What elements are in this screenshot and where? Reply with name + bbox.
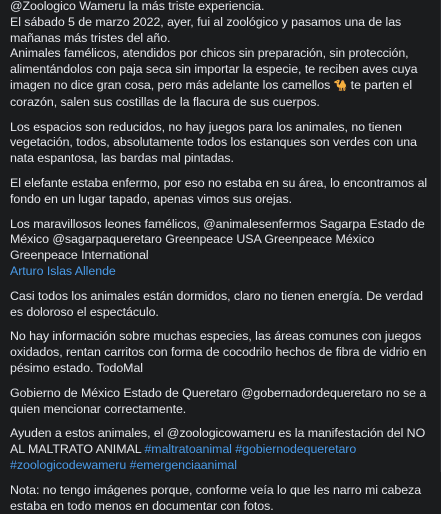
hashtag-link-gobiernodequeretaro[interactable]: #gobiernodequeretaro <box>235 442 357 457</box>
hashtag-link-zoologicodewameru[interactable]: #zoologicodewameru <box>10 457 127 472</box>
post-paragraph-note: Nota: no tengo imágenes porque, conforme veía lo que les narro mi cabeza estaba en todo menos en documentar con fotos. <box>10 482 422 513</box>
mention-link-arturo[interactable]: Arturo Islas Allende <box>10 263 116 278</box>
post-paragraph-intro <box>10 0 431 46</box>
post-title-line: @Zoologico Wameru la más triste experiencia. <box>10 0 265 13</box>
post-paragraph-info: No hay información sobre muchas especies, las áreas comunes con juegos oxidados, rentan carritos con forma de cocodrilo hechos de fibra de vidrio en pésimo estado. TodoMal <box>10 329 427 375</box>
post-paragraph-elephant: El elefante estaba enfermo, por eso no estaba en su área, lo encontramos al fondo en un lugar tapado, apenas vimos sus orejas. <box>10 175 428 206</box>
post-paragraph-lions-text: Los maravillosos leones famélicos, @animalesenfermos Sagarpa Estado de México @sagarpaqueretaro Greenpeace USA Greenpeace México Greenpeace International <box>10 216 425 263</box>
hashtag-link-maltratoanimal[interactable]: #maltratoanimal <box>144 442 232 457</box>
camel-icon: 🐪 <box>333 79 348 92</box>
post-paragraph-animals-tail: te parten el corazón, salen sus costillas de la flacura de sus cuerpos. <box>10 77 413 109</box>
post-paragraph-help-text: Ayuden a estos animales, el @zoologicowameru es la manifestación del NO AL MALTRATO ANIMAL <box>10 426 426 457</box>
post-paragraph-help <box>10 426 431 473</box>
post-paragraph-spaces: Los espacios son reducidos, no hay juegos para los animales, no tienen vegetación, todos, absolutamente todos los estanques son verdes con una nata espantosa, las bardas mal pintadas. <box>10 119 417 166</box>
post-paragraph-sleeping: Casi todos los animales están dormidos, claro no tienen energía. De verdad es doloroso el espectáculo. <box>10 288 423 319</box>
post-paragraph-lions <box>10 217 431 280</box>
post-date-line: El sábado 5 de marzo 2022, ayer, fui al zoológico y pasamos una de las mañanas más tristes del año. <box>10 14 402 45</box>
post-paragraph-animals-text: Animales famélicos, atendidos por chicos sin preparación, sin protección, alimentándolos con paja seca sin importar la especie, te reciben aves cuya imagen no dice gran cosa, pero más adelante los camellos <box>10 46 418 92</box>
post-paragraph-animals <box>10 46 431 110</box>
hashtag-link-emergenciaanimal[interactable]: #emergenciaanimal <box>129 457 237 472</box>
post-paragraph-government: Gobierno de México Estado de Queretaro @gobernadordequeretaro no se a quien mencionar correctamente. <box>10 385 427 416</box>
